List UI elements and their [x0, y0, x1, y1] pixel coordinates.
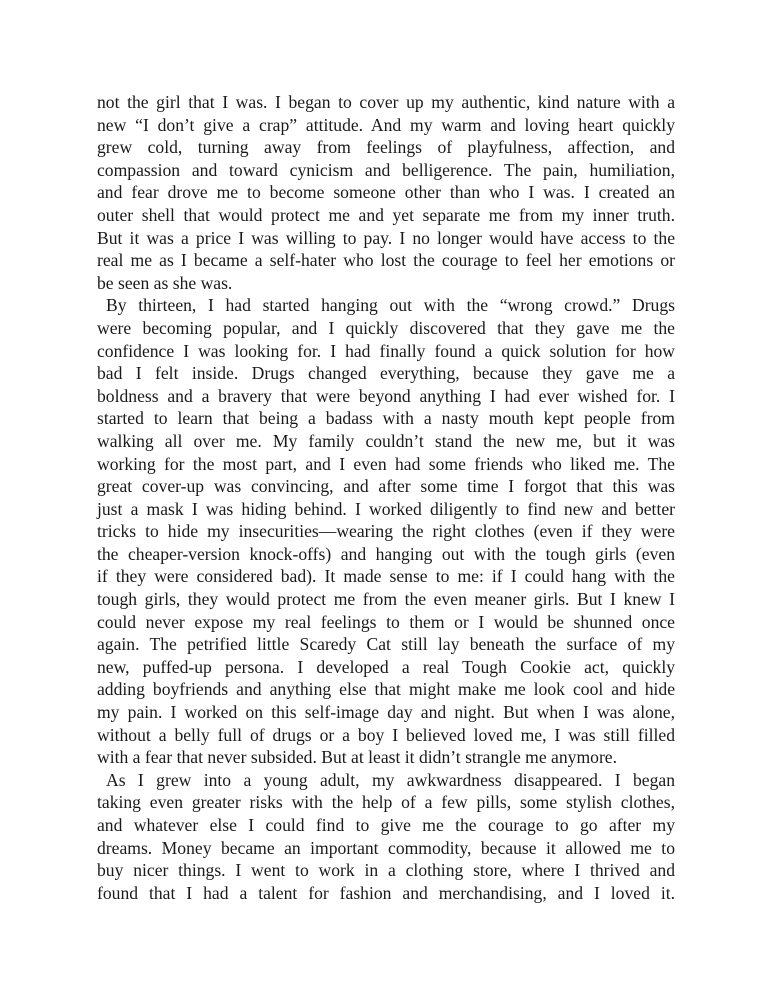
text-line: again. The petrified little Scaredy Cat still lay beneath the surface of my	[97, 634, 675, 655]
text-line: could never expose my real feelings to them or I would be shunned once	[97, 611, 675, 632]
text-line: boldness and a bravery that were beyond anything I had ever wished for. I	[97, 385, 675, 406]
text-line: new, puffed-up persona. I developed a real Tough Cookie act, quickly	[97, 656, 675, 677]
paragraph	[97, 91, 675, 294]
text-line: working for the most part, and I even had some friends who liked me. The	[97, 453, 675, 474]
text-line: But it was a price I was willing to pay. I no longer would have access to the	[97, 227, 675, 248]
text-line: grew cold, turning away from feelings of playfulness, affection, and	[97, 137, 675, 158]
text-line: compassion and toward cynicism and belligerence. The pain, humiliation,	[97, 159, 675, 180]
paragraph	[97, 769, 675, 905]
text-line: bad I felt inside. Drugs changed everything, because they gave me a	[97, 363, 675, 384]
text-line: walking all over me. My family couldn’t stand the new me, but it was	[97, 430, 675, 451]
text-line: tricks to hide my insecurities—wearing the right clothes (even if they were	[97, 521, 675, 542]
body-text	[97, 91, 675, 904]
text-line: confidence I was looking for. I had finally found a quick solution for how	[97, 340, 675, 361]
text-line: As I grew into a young adult, my awkwardness disappeared. I began	[106, 769, 675, 790]
text-line: were becoming popular, and I quickly discovered that they gave me the	[97, 317, 675, 338]
text-line: without a belly full of drugs or a boy I believed loved me, I was still filled	[97, 724, 675, 745]
text-line: adding boyfriends and anything else that might make me look cool and hide	[97, 679, 675, 700]
text-line: outer shell that would protect me and yet separate me from my inner truth.	[97, 204, 675, 225]
text-line: my pain. I worked on this self-image day and night. But when I was alone,	[97, 702, 675, 723]
text-line: started to learn that being a badass with a nasty mouth kept people from	[97, 408, 675, 429]
text-line: taking even greater risks with the help of a few pills, some stylish clothes,	[97, 792, 675, 813]
text-line: great cover-up was convincing, and after some time I forgot that this was	[97, 476, 675, 497]
text-line: with a fear that never subsided. But at least it didn’t strangle me anymore.	[97, 747, 618, 768]
text-line: not the girl that I was. I began to cover up my authentic, kind nature with a	[97, 92, 675, 112]
text-line: tough girls, they would protect me from the even meaner girls. But I knew I	[97, 589, 675, 610]
paragraph	[97, 294, 675, 768]
text-line: new “I don’t give a crap” attitude. And my warm and loving heart quickly	[97, 114, 675, 135]
text-line: found that I had a talent for fashion and merchandising, and I loved it.	[97, 882, 675, 903]
text-line: and whatever else I could find to give me the courage to go after my	[97, 815, 675, 835]
text-line: dreams. Money became an important commodity, because it allowed me to	[97, 837, 675, 858]
text-line: be seen as she was.	[97, 272, 233, 293]
text-line: the cheaper-version knock-offs) and hanging out with the tough girls (even	[97, 543, 675, 564]
text-line: just a mask I was hiding behind. I worked diligently to find new and better	[97, 498, 675, 519]
text-line: if they were considered bad). It made sense to me: if I could hang with the	[97, 566, 675, 587]
text-line: buy nicer things. I went to work in a clothing store, where I thrived and	[97, 860, 675, 881]
text-line: real me as I became a self-hater who lost the courage to feel her emotions or	[97, 250, 675, 271]
text-line: By thirteen, I had started hanging out with the “wrong crowd.” Drugs	[106, 295, 675, 316]
text-line: and fear drove me to become someone other than who I was. I created an	[97, 182, 675, 203]
